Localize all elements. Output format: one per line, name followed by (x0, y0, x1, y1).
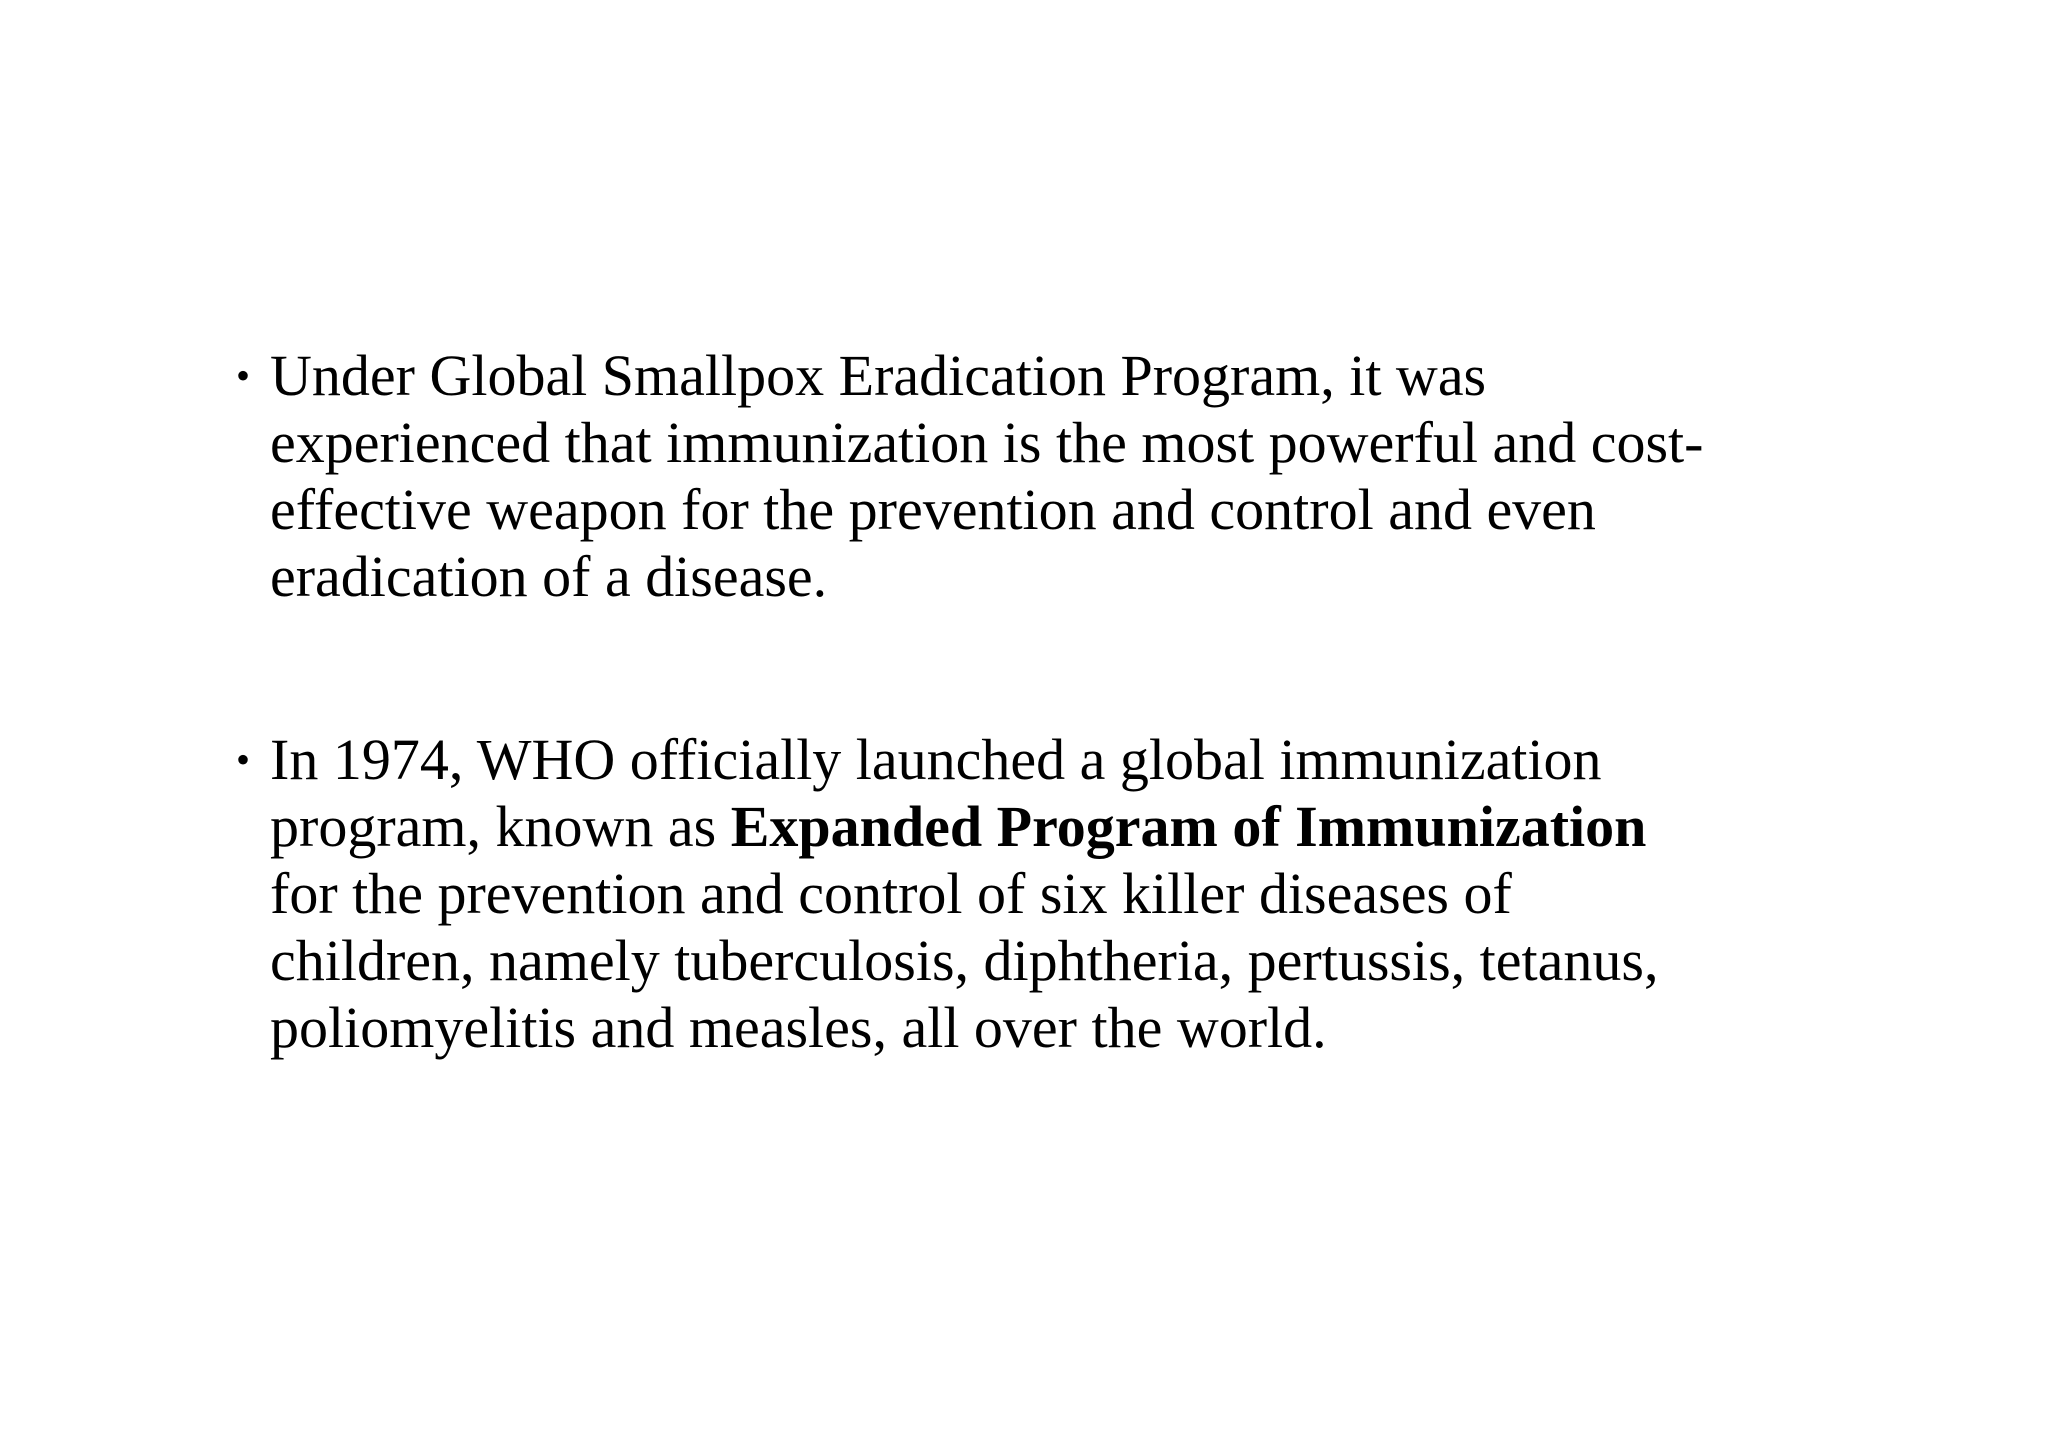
bullet-item (236, 726, 1856, 1061)
bullet-list (236, 342, 1856, 1061)
text-line: poliomyelitis and measles, all over the world. (270, 995, 1327, 1060)
bullet-marker: • (236, 737, 251, 782)
bullet-text (270, 726, 1658, 1061)
program-name: Expanded Program of Immunization (730, 794, 1647, 859)
text-segment: program, known as (270, 794, 731, 859)
text-line (270, 793, 1658, 860)
text-line: In 1974, WHO officially launched a global immunization (270, 727, 1602, 792)
text-line: eradication of a disease. (270, 544, 828, 609)
bullet-marker: • (236, 353, 251, 398)
bullet-text (270, 342, 1704, 610)
bullet-item (236, 342, 1856, 610)
text-line: experienced that immunization is the most powerful and cost- (270, 410, 1704, 475)
text-line: for the prevention and control of six killer diseases of (270, 861, 1512, 926)
text-line: effective weapon for the prevention and control and even (270, 477, 1596, 542)
text-line: children, namely tuberculosis, diphtheria, pertussis, tetanus, (270, 928, 1659, 993)
text-line: Under Global Smallpox Eradication Program, it was (270, 343, 1487, 408)
